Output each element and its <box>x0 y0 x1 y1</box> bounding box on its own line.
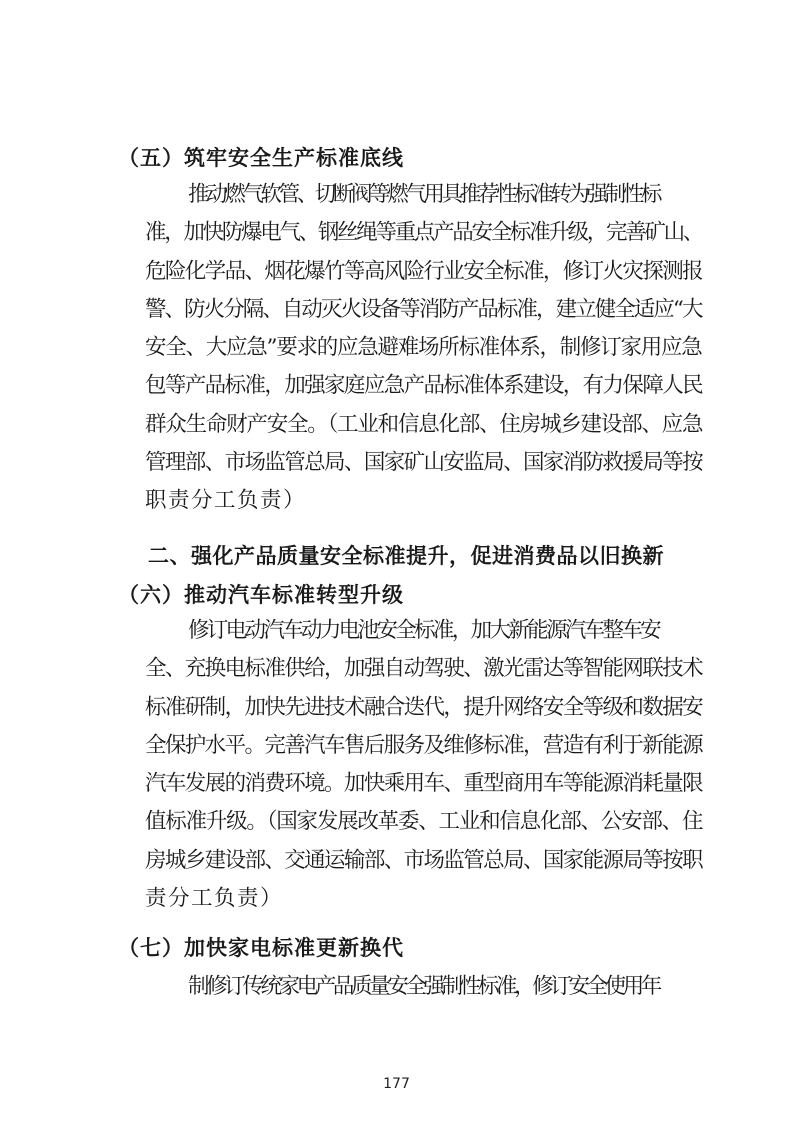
paragraph-line: 警、防火分隔、自动灭火设备等消防产品标准，建立健全适应“大 <box>145 296 702 322</box>
paragraph-line: 群众生命财产安全。（工业和信息化部、住房城乡建设部、应急 <box>145 411 703 437</box>
paragraph-line: 管理部、市场监管总局、国家矿山安监局、国家消防救援局等按 <box>145 450 703 476</box>
section-5-paragraph <box>102 176 702 521</box>
paragraph-line: 责分工负责） <box>145 886 284 912</box>
paragraph-line: 制修订传统家电产品质量安全强制性标准，修订安全使用年 <box>188 974 660 999</box>
paragraph-line: 标准研制，加快先进技术融合迭代，提升网络安全等级和数据安 <box>145 694 703 720</box>
page-number: 177 <box>383 1076 410 1092</box>
section-6-paragraph <box>102 612 702 918</box>
section-5-heading: （五）筑牢安全生产标准底线 <box>118 146 404 170</box>
section-7-heading: （七）加快家电标准更新换代 <box>118 936 404 960</box>
paragraph-line: 推动燃气软管、切断阀等燃气用具推荐性标准转为强制性标 <box>188 182 660 207</box>
paragraph-line: 全、充换电标准供给，加强自动驾驶、激光雷达等智能网联技术 <box>145 656 703 682</box>
paragraph-line: 危险化学品、烟花爆竹等高风险行业安全标准，修订火灾探测报 <box>145 258 703 284</box>
paragraph-line: 汽车发展的消费环境。加快乘用车、重型商用车等能源消耗量限 <box>145 771 703 797</box>
paragraph-line: 房城乡建设部、交通运输部、市场监管总局、国家能源局等按职 <box>145 847 703 873</box>
paragraph-line: 值标准升级。（国家发展改革委、工业和信息化部、公安部、住 <box>145 809 703 835</box>
paragraph-line: 安全、大应急”要求的应急避难场所标准体系，制修订家用应急 <box>145 335 702 361</box>
paragraph-line: 修订电动汽车动力电池安全标准，加大新能源汽车整车安 <box>188 618 660 643</box>
paragraph-line: 职责分工负责） <box>145 488 307 514</box>
paragraph-line: 包等产品标准，加强家庭应急产品标准体系建设，有力保障人民 <box>145 373 703 399</box>
section-6-heading: （六）推动汽车标准转型升级 <box>118 583 404 607</box>
section-7-paragraph <box>102 968 702 1006</box>
part-2-heading: 二、强化产品质量安全标准提升，促进消费品以旧换新 <box>148 544 664 568</box>
paragraph-line: 准，加快防爆电气、钢丝绳等重点产品安全标准升级，完善矿山、 <box>145 220 703 246</box>
paragraph-line: 全保护水平。完善汽车售后服务及维修标准，营造有利于新能源 <box>145 732 703 758</box>
